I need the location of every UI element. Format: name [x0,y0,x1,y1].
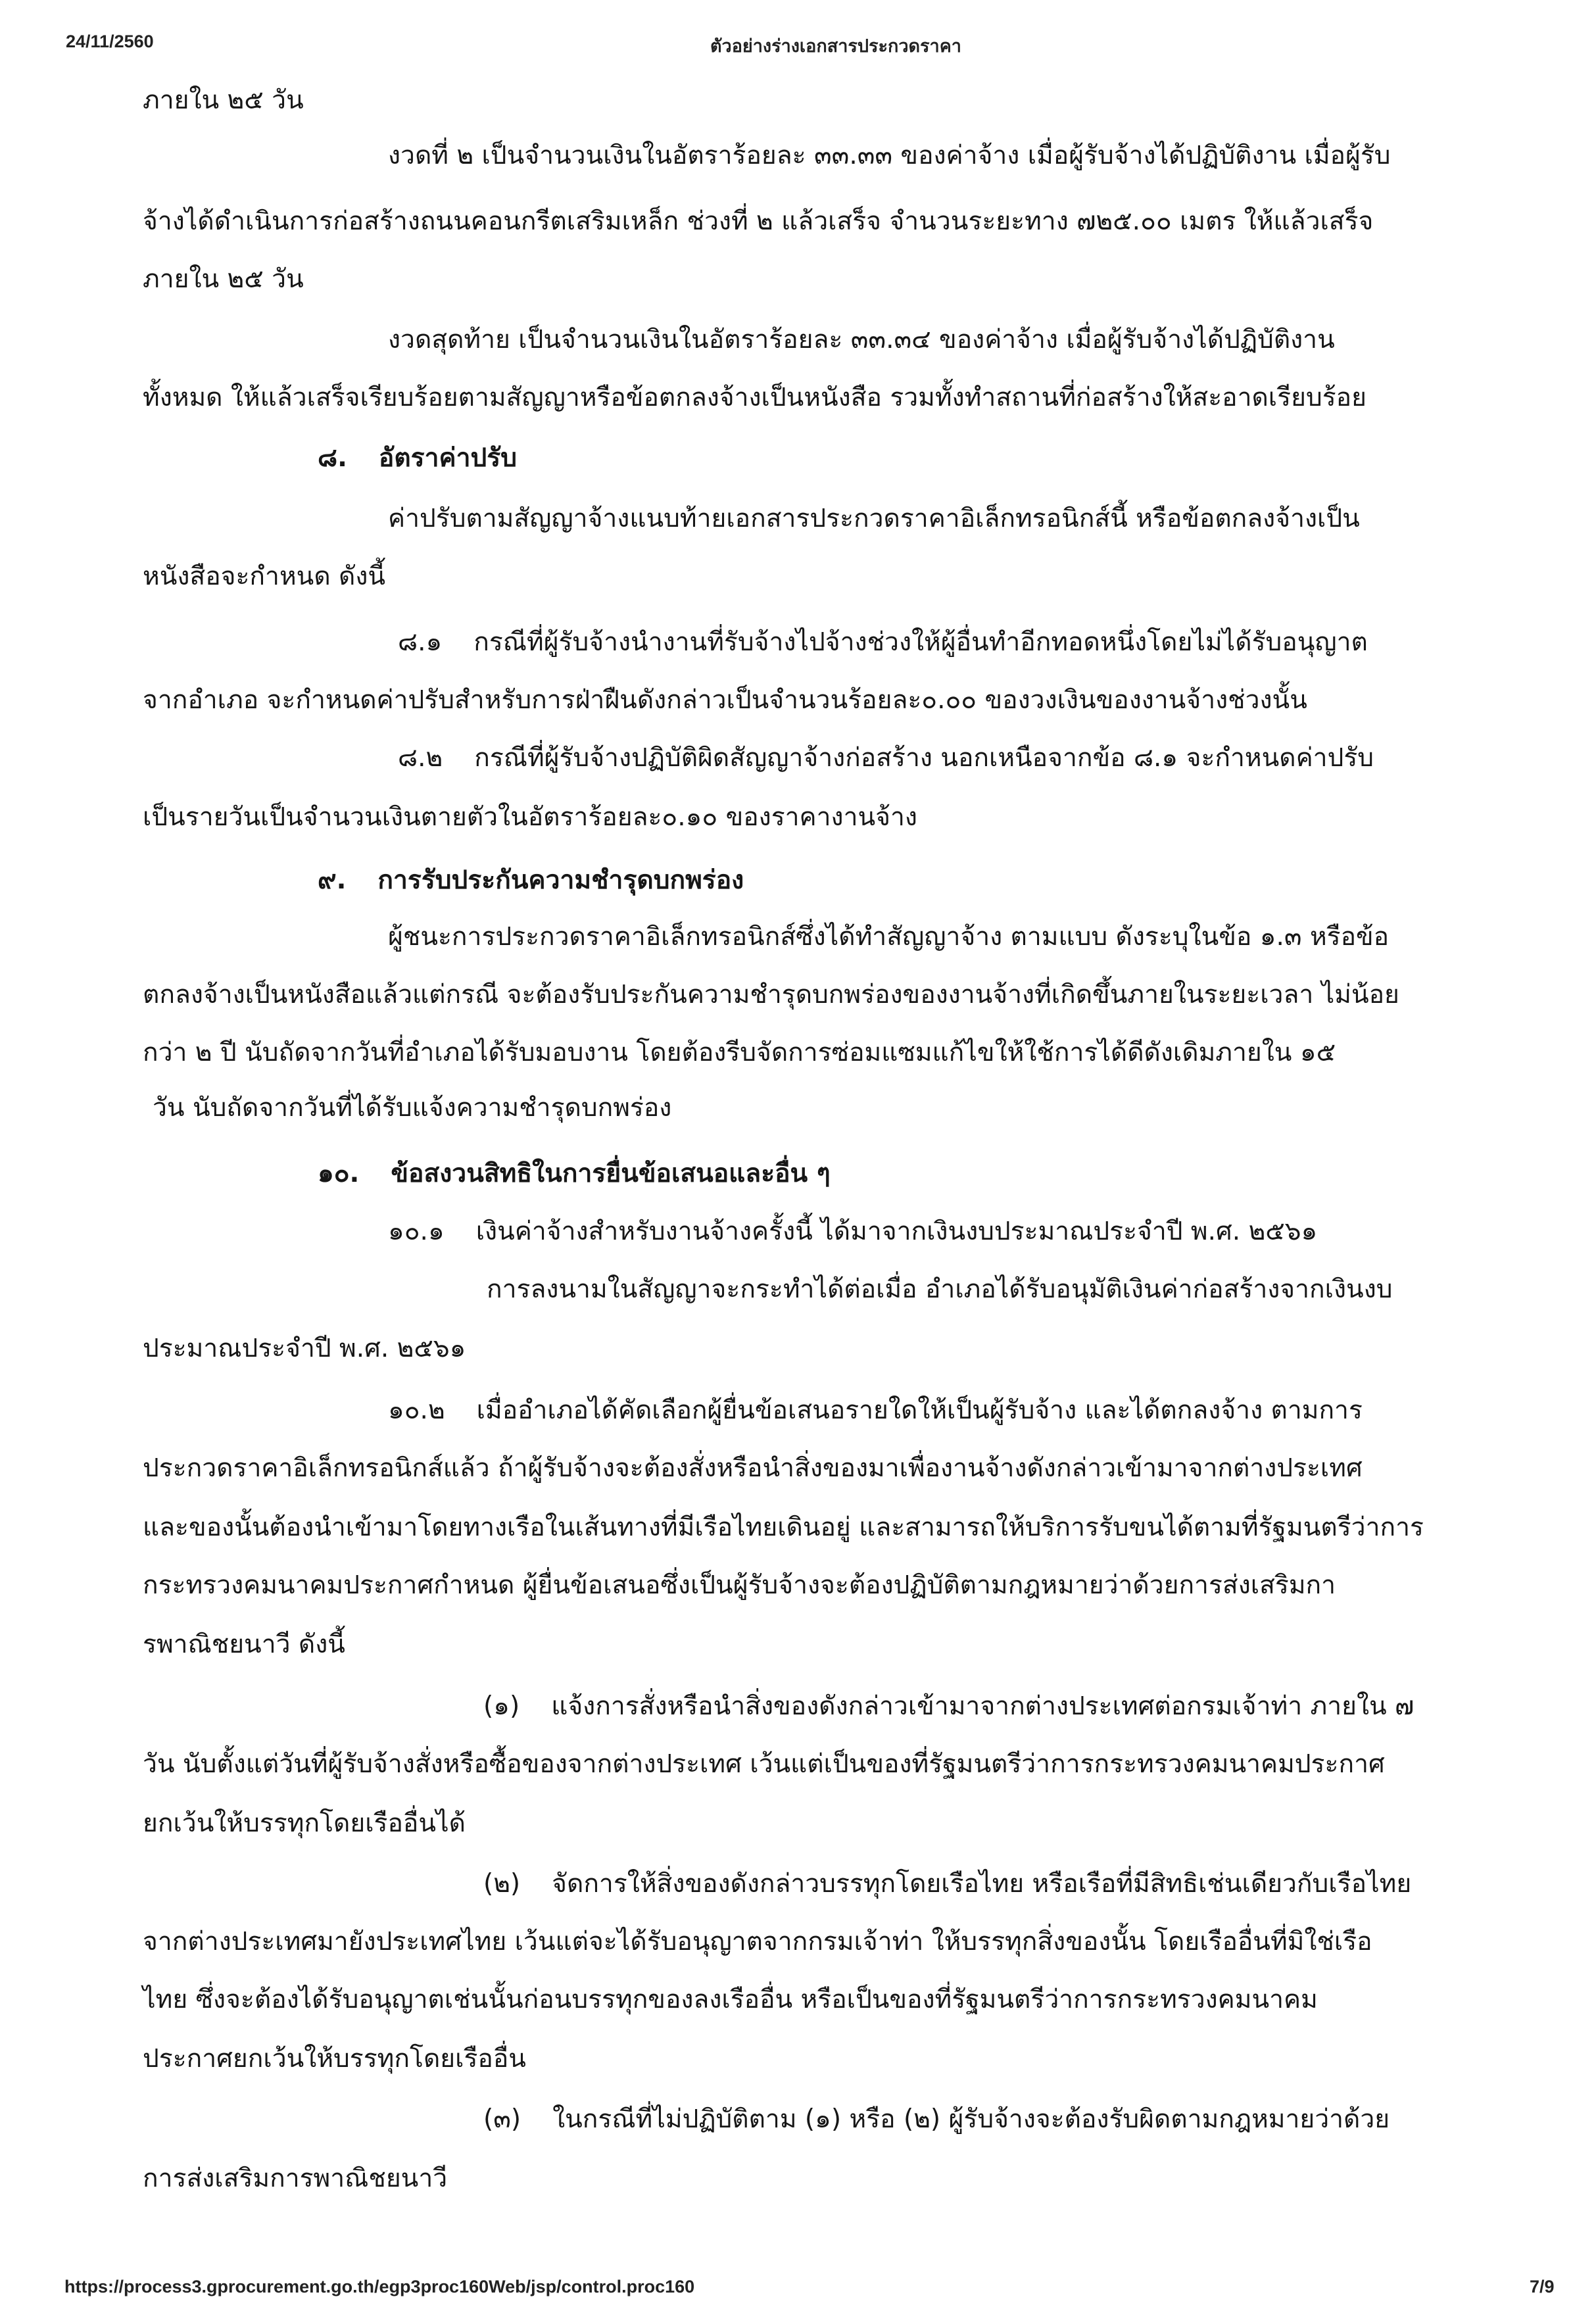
clause-text: กรณีที่ผู้รับจ้างปฏิบัติผิดสัญญาจ้างก่อสร้าง นอกเหนือจากข้อ ๘.๑ จะกำหนดค่าปรับ [474,743,1374,773]
body-line: หนังสือจะกำหนด ดังนี้ [143,562,386,591]
item-number: (๒) [483,1869,521,1899]
body-line: ประกวดราคาอิเล็กทรอนิกส์แล้ว ถ้าผู้รับจ้างจะต้องสั่งหรือนำสิ่งของมาเพื่องานจ้างดังกล่าวเข้ามาจากต่างประเทศ [143,1453,1363,1483]
section-number: ๘. [318,443,347,473]
item-text: จัดการให้สิ่งของดังกล่าวบรรทุกโดยเรือไทย หรือเรือที่มีสิทธิเช่นเดียวกับเรือไทย [552,1869,1412,1899]
body-line: จ้างได้ดำเนินการก่อสร้างถนนคอนกรีตเสริมเหล็ก ช่วงที่ ๒ แล้วเสร็จ จำนวนระยะทาง ๗๒๕.๐๐ เมตร ให้แล้วเสร็จ [143,206,1374,236]
body-line: ค่าปรับตามสัญญาจ้างแนบท้ายเอกสารประกวดราคาอิเล็กทรอนิกส์นี้ หรือข้อตกลงจ้างเป็น [388,504,1360,533]
body-line: ภายใน ๒๕ วัน [143,264,304,294]
clause-8-2 [398,742,1374,775]
body-line: จากอำเภอ จะกำหนดค่าปรับสำหรับการฝ่าฝืนดังกล่าวเป็นจำนวนร้อยละ๐.๐๐ ของวงเงินของงานจ้างช่วงนั้น [143,685,1307,715]
body-line: เป็นรายวันเป็นจำนวนเงินตายตัวในอัตราร้อยละ๐.๑๐ ของราคางานจ้าง [143,802,917,832]
body-line: ประมาณประจำปี พ.ศ. ๒๕๖๑ [143,1334,466,1363]
section-title: การรับประกันความชำรุดบกพร่อง [377,865,744,895]
clause-10-1 [388,1215,1317,1248]
body-line: และของนั้นต้องนำเข้ามาโดยทางเรือในเส้นทางที่มีเรือไทยเดินอยู่ และสามารถให้บริการรับขนได้ตามที่รัฐมนตรีว่าการ [143,1513,1424,1542]
section-number: ๑๐. [318,1159,360,1188]
body-line: การส่งเสริมการพาณิชยนาวี [143,2164,448,2193]
body-line: ภายใน ๒๕ วัน [143,85,304,115]
body-line: งวดที่ ๒ เป็นจำนวนเงินในอัตราร้อยละ ๓๓.๓๓ ของค่าจ้าง เมื่อผู้รับจ้างได้ปฏิบัติงาน เมื่อผู้รับ [388,141,1391,170]
item-text: ในกรณีที่ไม่ปฏิบัติตาม (๑) หรือ (๒) ผู้รับจ้างจะต้องรับผิดตามกฎหมายว่าด้วย [552,2104,1390,2134]
body-line: รพาณิชยนาวี ดังนี้ [143,1630,345,1659]
clause-8-1 [398,626,1368,659]
body-line: ไทย ซึ่งจะต้องได้รับอนุญาตเช่นนั้นก่อนบรรทุกของลงเรืออื่น หรือเป็นของที่รัฐมนตรีว่าการกระทรวงคมนาคม [143,1985,1318,2014]
section-title: อัตราค่าปรับ [378,443,517,473]
body-line: ตกลงจ้างเป็นหนังสือแล้วแต่กรณี จะต้องรับประกันความชำรุดบกพร่องของงานจ้างที่เกิดขึ้นภายในระยะเวลา ไม่น้อย [143,980,1399,1009]
body-line: ประกาศยกเว้นให้บรรทุกโดยเรืออื่น [143,2044,526,2074]
body-line: ผู้ชนะการประกวดราคาอิเล็กทรอนิกส์ซึ่งได้ทำสัญญาจ้าง ตามแบบ ดังระบุในข้อ ๑.๓ หรือข้อ [388,922,1390,952]
clause-text: เมื่ออำเภอได้คัดเลือกผู้ยื่นข้อเสนอรายใดให้เป็นผู้รับจ้าง และได้ตกลงจ้าง ตามการ [476,1396,1363,1425]
clause-number: ๘.๒ [398,743,443,773]
item-2 [483,1868,1411,1901]
body-line: วัน นับตั้งแต่วันที่ผู้รับจ้างสั่งหรือซื้อของจากต่างประเทศ เว้นแต่เป็นของที่รัฐมนตรีว่าการกระทรวงคมนาคมประกาศ [143,1749,1385,1779]
body-line: ทั้งหมด ให้แล้วเสร็จเรียบร้อยตามสัญญาหรือข้อตกลงจ้างเป็นหนังสือ รวมทั้งทำสถานที่ก่อสร้างให้สะอาดเรียบร้อย [143,383,1366,412]
body-line: การลงนามในสัญญาจะกระทำได้ต่อเมื่อ อำเภอได้รับอนุมัติเงินค่าก่อสร้างจากเงินงบ [487,1275,1393,1304]
section-9-heading [318,864,744,897]
item-number: (๓) [483,2104,521,2134]
clause-text: กรณีที่ผู้รับจ้างนำงานที่รับจ้างไปจ้างช่วงให้ผู้อื่นทำอีกทอดหนึ่งโดยไม่ได้รับอนุญาต [473,627,1368,657]
body-line: กว่า ๒ ปี นับถัดจากวันที่อำเภอได้รับมอบงาน โดยต้องรีบจัดการซ่อมแซมแก้ไขให้ใช้การได้ดีดังเดิมภายใน ๑๕ [143,1038,1336,1067]
section-title: ข้อสงวนสิทธิในการยื่นข้อเสนอและอื่น ๆ [391,1159,831,1188]
body-line: งวดสุดท้าย เป็นจำนวนเงินในอัตราร้อยละ ๓๓.๓๔ ของค่าจ้าง เมื่อผู้รับจ้างได้ปฏิบัติงาน [388,325,1335,354]
item-3 [483,2103,1390,2136]
header-title: ตัวอย่างร่างเอกสารประกวดราคา [710,36,961,56]
clause-number: ๑๐.๒ [388,1396,445,1425]
clause-10-2 [388,1394,1363,1427]
item-number: (๑) [483,1691,520,1721]
clause-number: ๘.๑ [398,627,443,657]
footer-url: https://process3.gprocurement.go.th/egp3proc160Web/jsp/control.proc160 [64,2277,695,2296]
clause-number: ๑๐.๑ [388,1217,445,1246]
body-line: ยกเว้นให้บรรทุกโดยเรืออื่นได้ [143,1809,466,1838]
section-number: ๙. [318,865,347,895]
footer-page-number: 7/9 [1530,2277,1555,2296]
item-text: แจ้งการสั่งหรือนำสิ่งของดังกล่าวเข้ามาจากต่างประเทศต่อกรมเจ้าท่า ภายใน ๗ [551,1691,1415,1721]
body-line: วัน นับถัดจากวันที่ได้รับแจ้งความชำรุดบกพร่อง [153,1093,672,1123]
section-8-heading [318,442,517,475]
body-line: จากต่างประเทศมายังประเทศไทย เว้นแต่จะได้รับอนุญาตจากกรมเจ้าท่า ให้บรรทุกสิ่งของนั้น โดยเรืออื่นที่มิใช่เรือ [143,1927,1372,1956]
body-line: กระทรวงคมนาคมประกาศกำหนด ผู้ยื่นข้อเสนอซึ่งเป็นผู้รับจ้างจะต้องปฏิบัติตามกฎหมายว่าด้วยการส่งเสริมกา [143,1570,1336,1600]
header-date: 24/11/2560 [66,32,154,51]
item-1 [483,1690,1414,1723]
section-10-heading [318,1157,831,1190]
clause-text: เงินค่าจ้างสำหรับงานจ้างครั้งนี้ ได้มาจากเงินงบประมาณประจำปี พ.ศ. ๒๕๖๑ [475,1217,1318,1246]
